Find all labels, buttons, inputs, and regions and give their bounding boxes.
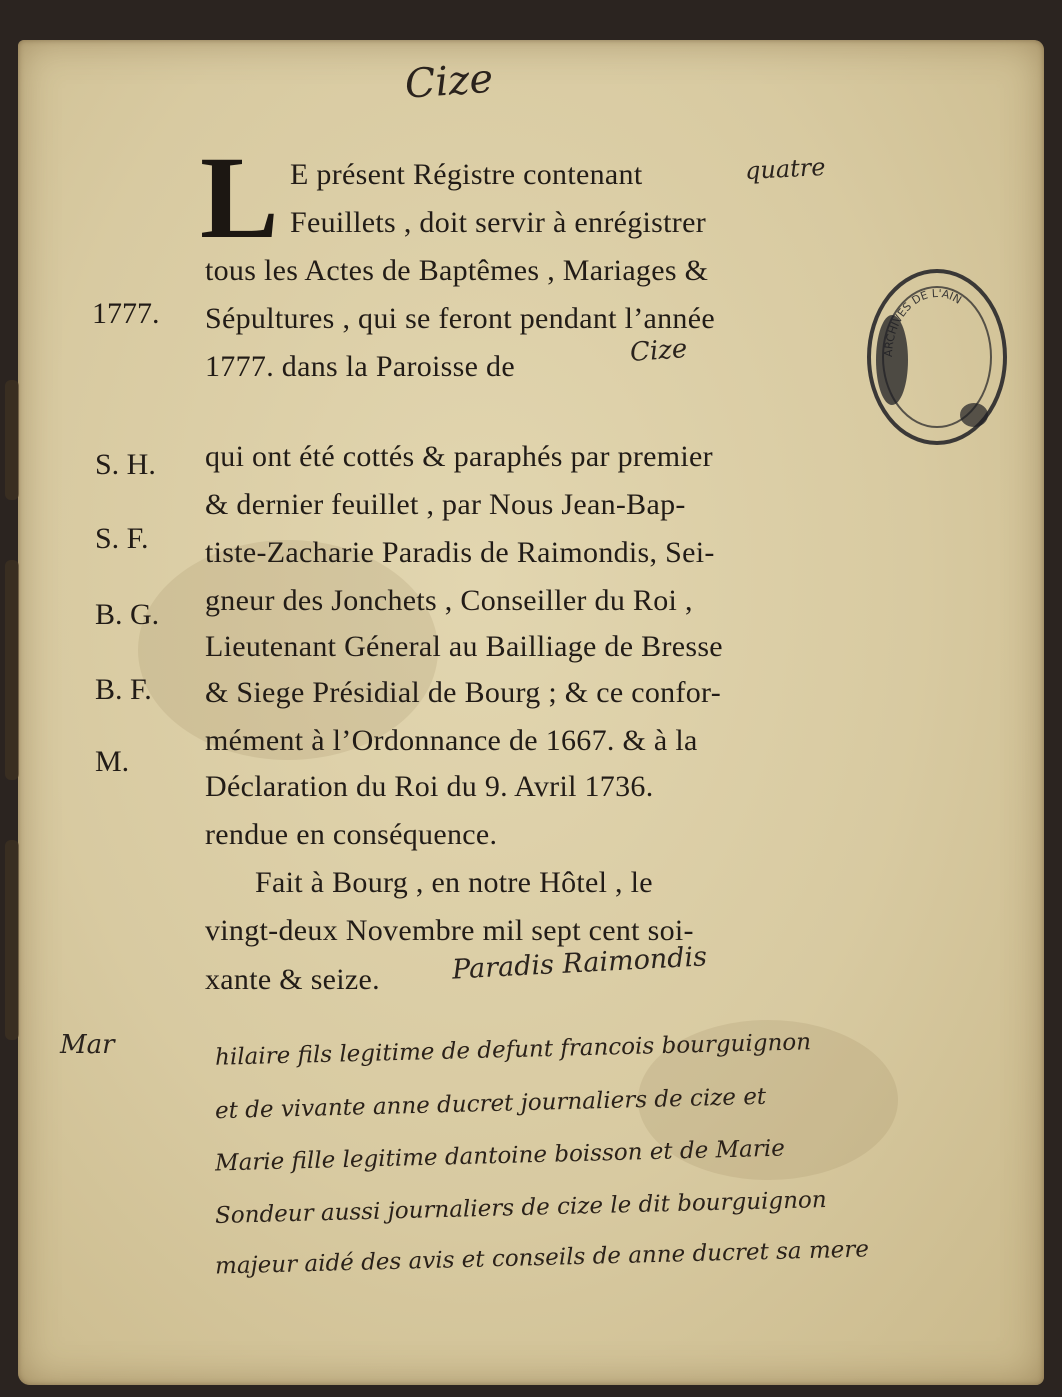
act-line: et de vivante anne ducret journaliers de cize et (214, 1083, 767, 1125)
act-margin-label: Mar (60, 1030, 115, 1060)
intro-line: E présent Régistre contenant (290, 158, 643, 191)
code-m: M. (95, 745, 130, 778)
code-bf: B. F. (95, 673, 152, 706)
binding-mark (5, 380, 19, 500)
binding-mark (5, 560, 19, 780)
body-line: gneur des Jonchets , Conseiller du Roi , (205, 584, 693, 617)
leaf-count-handwritten: quatre (744, 152, 827, 186)
closing-line: Fait à Bourg , en notre Hôtel , le (255, 866, 653, 899)
intro-line: Sépultures , qui se feront pendant l’année (205, 302, 715, 335)
code-sh: S. H. (95, 448, 156, 481)
stamp-text: ARCHIVES DE L'AIN (881, 286, 964, 358)
code-sf: S. F. (95, 522, 149, 555)
body-line: rendue en conséquence. (205, 818, 498, 851)
drop-cap: L (200, 132, 279, 263)
closing-line: xante & seize. (205, 963, 380, 996)
parish-handwritten: Cize (629, 334, 689, 368)
signature: Paradis Raimondis (451, 941, 708, 986)
act-line: Sondeur aussi journaliers de cize le dit bourguignon (214, 1186, 827, 1230)
act-line: hilaire fils legitime de defunt francois bourguignon (214, 1029, 812, 1071)
code-bg: B. G. (95, 598, 160, 631)
binding-mark (5, 840, 19, 1040)
body-line: tiste-Zacharie Paradis de Raimondis, Sei- (205, 536, 715, 569)
body-line: & dernier feuillet , par Nous Jean-Bap- (205, 488, 686, 521)
closing-line: vingt-deux Novembre mil sept cent soi- (205, 914, 694, 947)
folio-number: Cize (403, 55, 495, 108)
body-line: & Siege Présidial de Bourg ; & ce confor- (205, 676, 722, 709)
body-line: Déclaration du Roi du 9. Avril 1736. (205, 770, 654, 803)
body-line: Lieutenant Géneral au Bailliage de Bresse (205, 630, 723, 663)
body-line: qui ont été cottés & paraphés par premier (205, 440, 713, 473)
body-line: mément à l’Ordonnance de 1667. & à la (205, 724, 698, 757)
intro-line: tous les Actes de Baptêmes , Mariages & (205, 254, 709, 287)
margin-year: 1777. (92, 297, 160, 330)
act-line: Marie fille legitime dantoine boisson et de Marie (214, 1135, 786, 1177)
intro-line: 1777. dans la Paroisse de (205, 350, 515, 383)
archive-stamp (862, 265, 1012, 450)
intro-line: Feuillets , doit servir à enrégistrer (290, 206, 706, 239)
act-line: majeur aidé des avis et conseils de anne ducret sa mere (214, 1236, 870, 1280)
